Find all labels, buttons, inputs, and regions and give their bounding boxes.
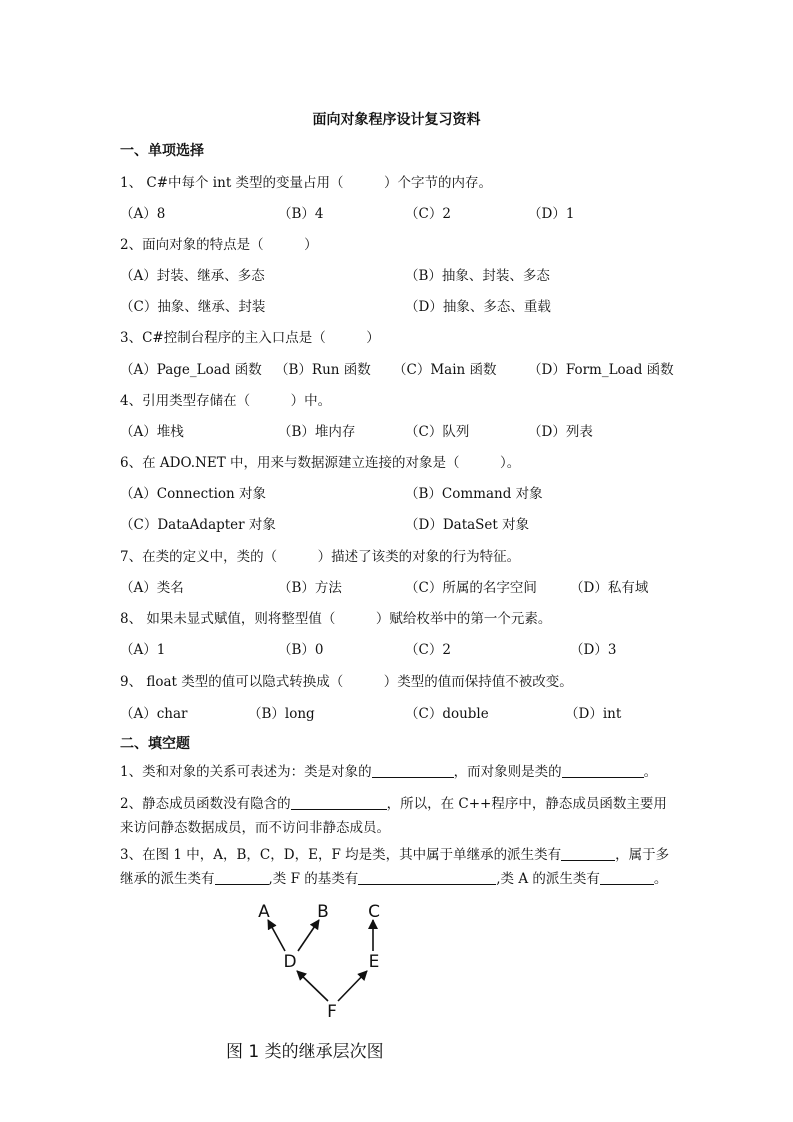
q9-option-c: （C）double	[405, 706, 489, 722]
inheritance-diagram	[240, 895, 400, 1029]
fill-q1-blank-2[interactable]	[562, 763, 644, 778]
question-2: 2、面向对象的特点是（ ）	[120, 237, 318, 253]
q3-option-a: （A）Page_Load 函数	[120, 362, 262, 378]
q9-option-b: （B）long	[248, 706, 315, 722]
fill-q1-text-2: ，而对象则是类的	[453, 764, 562, 780]
q7-option-d: （D）私有域	[570, 580, 649, 596]
section-heading-fill-in: 二、填空题	[120, 736, 190, 752]
q8-option-a: （A）1	[120, 642, 166, 658]
q3-option-c: （C）Main 函数	[393, 362, 497, 378]
q4-option-a: （A）堆栈	[120, 424, 184, 440]
q8-option-c: （C）2	[405, 642, 451, 658]
q4-option-d: （D）列表	[528, 424, 593, 440]
fill-q2-blank-1[interactable]	[291, 795, 387, 810]
q2-option-a: （A）封装、继承、多态	[120, 268, 265, 284]
q1-option-c: （C）2	[405, 206, 451, 222]
node-b: B	[317, 902, 329, 922]
q8-option-b: （B）0	[278, 642, 324, 658]
q2-option-d: （D）抽象、多态、重载	[405, 299, 551, 315]
q8-option-d: （D）3	[570, 642, 617, 658]
fill-q3-text-5: 。	[653, 871, 668, 887]
q3-option-b: （B）Run 函数	[275, 362, 371, 378]
fill-q2-text-1: 2、静态成员函数没有隐含的	[120, 796, 291, 812]
q6-option-c: （C）DataAdapter 对象	[120, 517, 276, 533]
q9-option-a: （A）char	[120, 706, 188, 722]
q7-option-c: （C）所属的名字空间	[405, 580, 537, 596]
figure-caption: 图 1 类的继承层次图	[226, 1042, 384, 1062]
fill-q3-blank-2[interactable]	[215, 870, 269, 885]
question-3: 3、C#控制台程序的主入口点是（ ）	[120, 330, 380, 346]
fill-question-3	[120, 843, 675, 891]
fill-q3-text-3: ,类 F 的基类有	[268, 871, 359, 887]
question-1: 1、 C#中每个 int 类型的变量占用（ ）个字节的内存。	[120, 175, 493, 191]
q4-option-b: （B）堆内存	[278, 424, 356, 440]
fill-q3-text-4: ,类 A 的派生类有	[496, 871, 600, 887]
edge-f-to-d	[297, 971, 328, 1001]
q1-option-a: （A）8	[120, 206, 166, 222]
fill-q3-blank-3[interactable]	[358, 870, 496, 885]
fill-q3-text-2: ，属于多继承的派生类有	[120, 847, 670, 887]
question-7: 7、在类的定义中，类的（ ）描述了该类的对象的行为特征。	[120, 549, 521, 565]
fill-question-1	[120, 760, 675, 784]
fill-q3-blank-1[interactable]	[561, 846, 615, 861]
q7-option-b: （B）方法	[278, 580, 342, 596]
fill-q1-text-3: 。	[643, 764, 658, 780]
q3-option-d: （D）Form_Load 函数	[528, 362, 674, 378]
fill-question-2	[120, 792, 675, 840]
node-d: D	[283, 952, 297, 972]
fill-q3-text-1: 3、在图 1 中，A，B，C，D，E，F 均是类，其中属于单继承的派生类有	[120, 847, 562, 863]
q4-option-c: （C）队列	[405, 424, 470, 440]
fill-q1-text-1: 1、类和对象的关系可表述为：类是对象的	[120, 764, 372, 780]
fill-q3-blank-4[interactable]	[600, 870, 654, 885]
q6-option-b: （B）Command 对象	[405, 486, 543, 502]
question-8: 8、 如果未显式赋值，则将整型值（ ）赋给枚举中的第一个元素。	[120, 611, 552, 627]
node-e: E	[368, 952, 380, 972]
q2-option-b: （B）抽象、封装、多态	[405, 268, 550, 284]
node-a: A	[258, 902, 270, 922]
q6-option-d: （D）DataSet 对象	[405, 517, 530, 533]
fill-q2-text-2: ，所以，在 C++程序中，静态成员函数主要用来访问静态数据成员，而不访问非静态成员。	[120, 796, 667, 836]
section-heading-single-choice: 一、单项选择	[120, 143, 204, 159]
q9-option-d: （D）int	[565, 706, 622, 722]
page-title: 面向对象程序设计复习资料	[312, 112, 481, 128]
q1-option-d: （D）1	[528, 206, 575, 222]
fill-q1-blank-1[interactable]	[372, 763, 454, 778]
q2-option-c: （C）抽象、继承、封装	[120, 299, 266, 315]
node-f: F	[327, 1002, 337, 1022]
question-4: 4、引用类型存储在（ ）中。	[120, 393, 332, 409]
q1-option-b: （B）4	[278, 206, 324, 222]
q6-option-a: （A）Connection 对象	[120, 486, 267, 502]
question-9: 9、 float 类型的值可以隐式转换成（ ）类型的值而保持值不被改变。	[120, 674, 573, 690]
node-c: C	[368, 902, 380, 922]
inheritance-diagram-svg	[240, 895, 400, 1025]
edge-d-to-a	[268, 920, 285, 951]
edge-f-to-e	[338, 971, 367, 1001]
q7-option-a: （A）类名	[120, 580, 184, 596]
edge-d-to-b	[298, 920, 319, 951]
question-6: 6、在 ADO.NET 中，用来与数据源建立连接的对象是（ ）。	[120, 455, 521, 471]
